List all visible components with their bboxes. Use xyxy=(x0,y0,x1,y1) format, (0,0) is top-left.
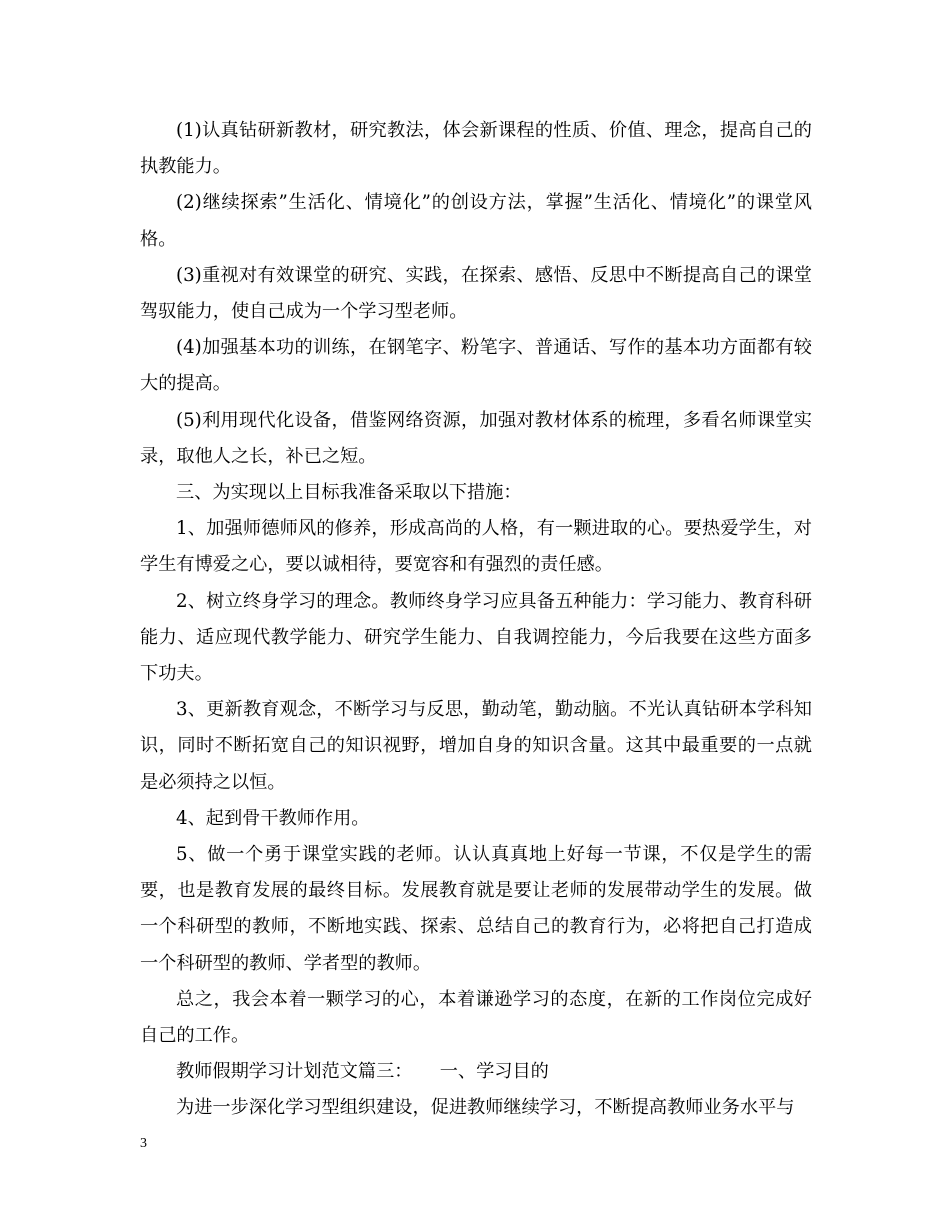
paragraph: (1)认真钻研新教材，研究教法，体会新课程的性质、价值、理念，提高自己的执教能力。 xyxy=(140,120,812,178)
paragraph: 为进一步深化学习型组织建设，促进教师继续学习，不断提高教师业务水平与 xyxy=(176,1097,795,1119)
paragraph: 总之，我会本着一颗学习的心，本着谦逊学习的态度，在新的工作岗位完成好自己的工作。 xyxy=(140,988,812,1047)
paragraph: (3)重视对有效课堂的研究、实践，在探索、感悟、反思中不断提高自己的课堂驾驭能力，使自己成为一个学习型老师。 xyxy=(140,264,812,323)
paragraph: 5、做一个勇于课堂实践的老师。认认真真地上好每一节课，不仅是学生的需要，也是教育发展的最终目标。发展教育就是要让老师的发展带动学生的发展。做一个科研型的教师，不断地实践、探索、总结自己的教育行为，必将把自己打造成一个科研型的教师、学者型的教师。 xyxy=(140,844,812,974)
paragraph: (4)加强基本功的训练，在钢笔字、粉笔字、普通话、写作的基本功方面都有较大的提高。 xyxy=(140,337,812,395)
paragraph: (5)利用现代化设备，借鉴网络资源，加强对教材体系的梳理，多看名师课堂实录，取他人之长，补已之短。 xyxy=(140,409,812,467)
page-number: 3 xyxy=(140,1136,147,1151)
paragraph: 4、起到骨干教师作用。 xyxy=(176,807,370,829)
paragraph: 1、加强师德师风的修养，形成高尚的人格，有一颗进取的心。要热爱学生，对学生有博爱之心，要以诚相待，要宽容和有强烈的责任感。 xyxy=(140,518,812,576)
paragraph: 3、更新教育观念，不断学习与反思，勤动笔，勤动脑。不光认真钻研本学科知识，同时不断拓宽自己的知识视野，增加自身的知识含量。这其中最重要的一点就是必须持之以恒。 xyxy=(140,699,812,793)
paragraph: (2)继续探索”生活化、情境化”的创设方法，掌握”生活化、情境化”的课堂风格。 xyxy=(140,192,812,250)
section-title: 教师假期学习计划范文篇三： 一、学习目的 xyxy=(176,1061,549,1083)
section-heading: 三、为实现以上目标我准备采取以下措施： xyxy=(176,482,522,504)
paragraph: 2、树立终身学习的理念。教师终身学习应具备五种能力：学习能力、教育科研能力、适应现代教学能力、研究学生能力、自我调控能力，今后我要在这些方面多下功夫。 xyxy=(140,590,812,685)
document-body xyxy=(140,113,812,1127)
